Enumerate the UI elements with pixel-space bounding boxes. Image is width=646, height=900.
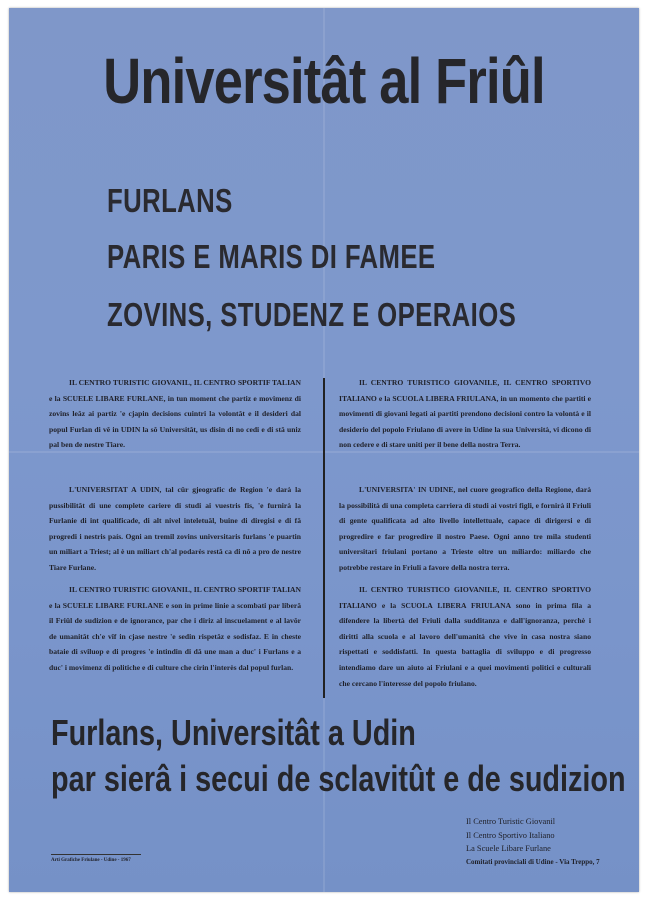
italian-paragraph-1 (339, 375, 591, 453)
paragraph-text: IL CENTRO TURISTIC GIOVANIL, IL CENTRO SPORTIF TALIAN e la SCUELE LIBARE FURLANE e son in prime linie a scombati par liberâ il Friûl de sudizion e de ignorance, par che i diriz al inscuelament e al lavôr de umanitât ch'e vîf in cjase nestre 'e sedin rispetâz e sodisfaz. E in cheste bataie di sviluop e di progres 'e intindin di dâ une man a duc' i Furlans e a duc' i movimenz di politiche e di culture che cirin l'interès dal popul furlan. (49, 585, 301, 672)
friulian-paragraph-2 (49, 482, 301, 576)
paragraph-text: L'UNIVERSITA' IN UDINE, nel cuore geografico della Regione, darà la possibilità di una completa carriera di studi ai vostri figli, e fornirà il Friuli di gente qualificata ad alto livello intellettuale, capace di dirigersi e di progredire e far progredire il nostro Paese. Ogni anno tre mila studenti universitari friulani portano a Trieste oltre un miliardo: miliardo che potrebbe restare in Friuli a favore della nostra terra. (339, 485, 591, 572)
signature-block (466, 815, 600, 869)
signature-address: Comitati provinciali di Udine - Via Treppo, 7 (466, 857, 600, 866)
printer-credit: Arti Grafiche Friulane - Udine - 1967 (51, 858, 131, 863)
signature-line: Il Centro Sportivo Italiano (466, 830, 555, 840)
friulian-paragraph-3 (49, 582, 301, 676)
poster (9, 8, 639, 892)
printer-rule (51, 854, 141, 855)
signature-line: La Scuele Libare Furlane (466, 844, 551, 853)
column-divider (323, 378, 325, 698)
bottom-slogan-line-2: par sierâ i secui de sclavitût e de sudizion (51, 758, 626, 799)
poster-title: Universitât al Friûl (103, 45, 545, 117)
paragraph-text: L'UNIVERSITAT A UDIN, tal cûr gjeografic de Region 'e darà la pussibilitât di une complete cariere di studi ai vuestris fis, 'e furnirà la Furlanie di int qualificade, di alt nivel inteletuâl, buine di diregisi e di fâ progredi i nestris país. Ogni an tremil zovins universitaris furlans 'e puartin un miliart a Triest; al è un miliart ch'al podarès restâ ca di nô a pro de nestre Tiare Furlane. (49, 485, 301, 572)
subtitle-furlans: FURLANS (107, 182, 233, 219)
subtitle-parents: PARIS E MARIS DI FAMEE (107, 238, 436, 275)
italian-paragraph-2 (339, 482, 591, 576)
paragraph-text: IL CENTRO TURISTIC GIOVANIL, IL CENTRO SPORTIF TALIAN e la SCUELE LIBARE FURLANE, in tun moment che partiz e movimenz di zovins leâz ai partiz 'e cjapin decisions cuintri la volontât e il desideri dal popul Furlan di vê in UDIN la sô Universitât, us disin di no cedi e di stâ uniz pal ben de nestre Tiare. (49, 378, 301, 450)
friulian-paragraph-1 (49, 375, 301, 453)
paragraph-text: IL CENTRO TURISTICO GIOVANILE, IL CENTRO SPORTIVO ITALIANO e la SCUOLA LIBERA FRIULANA sono in prima fila a difendere la libertà del Friuli dalla sudditanza e dall'ignoranza, perchè i diritti alla scuola e al lavoro dell'umanità che vive in casa nostra siano rispettati e soddisfatti. In questa battaglia di sviluppo e di progresso intendiamo dare un aiuto ai Friulani e a quei movimenti politici e culturali che cercano l'interesse del popolo friulano. (339, 585, 591, 688)
italian-paragraph-3 (339, 582, 591, 691)
paragraph-text: IL CENTRO TURISTICO GIOVANILE, IL CENTRO SPORTIVO ITALIANO e la SCUOLA LIBERA FRIULANA, in un momento che partiti e movimenti di giovani legati ai partiti prendono decisioni contro la volontà e il desiderio del popolo Friulano di avere in Udine la sua Università, vi dicono di non cedere e di stare uniti per il bene della nostra Terra. (339, 378, 591, 450)
subtitle-youth: ZOVINS, STUDENZ E OPERAIOS (107, 296, 517, 333)
bottom-slogan-line-1: Furlans, Universitât a Udin (51, 712, 416, 753)
signature-line: Il Centro Turistic Giovanil (466, 817, 556, 826)
